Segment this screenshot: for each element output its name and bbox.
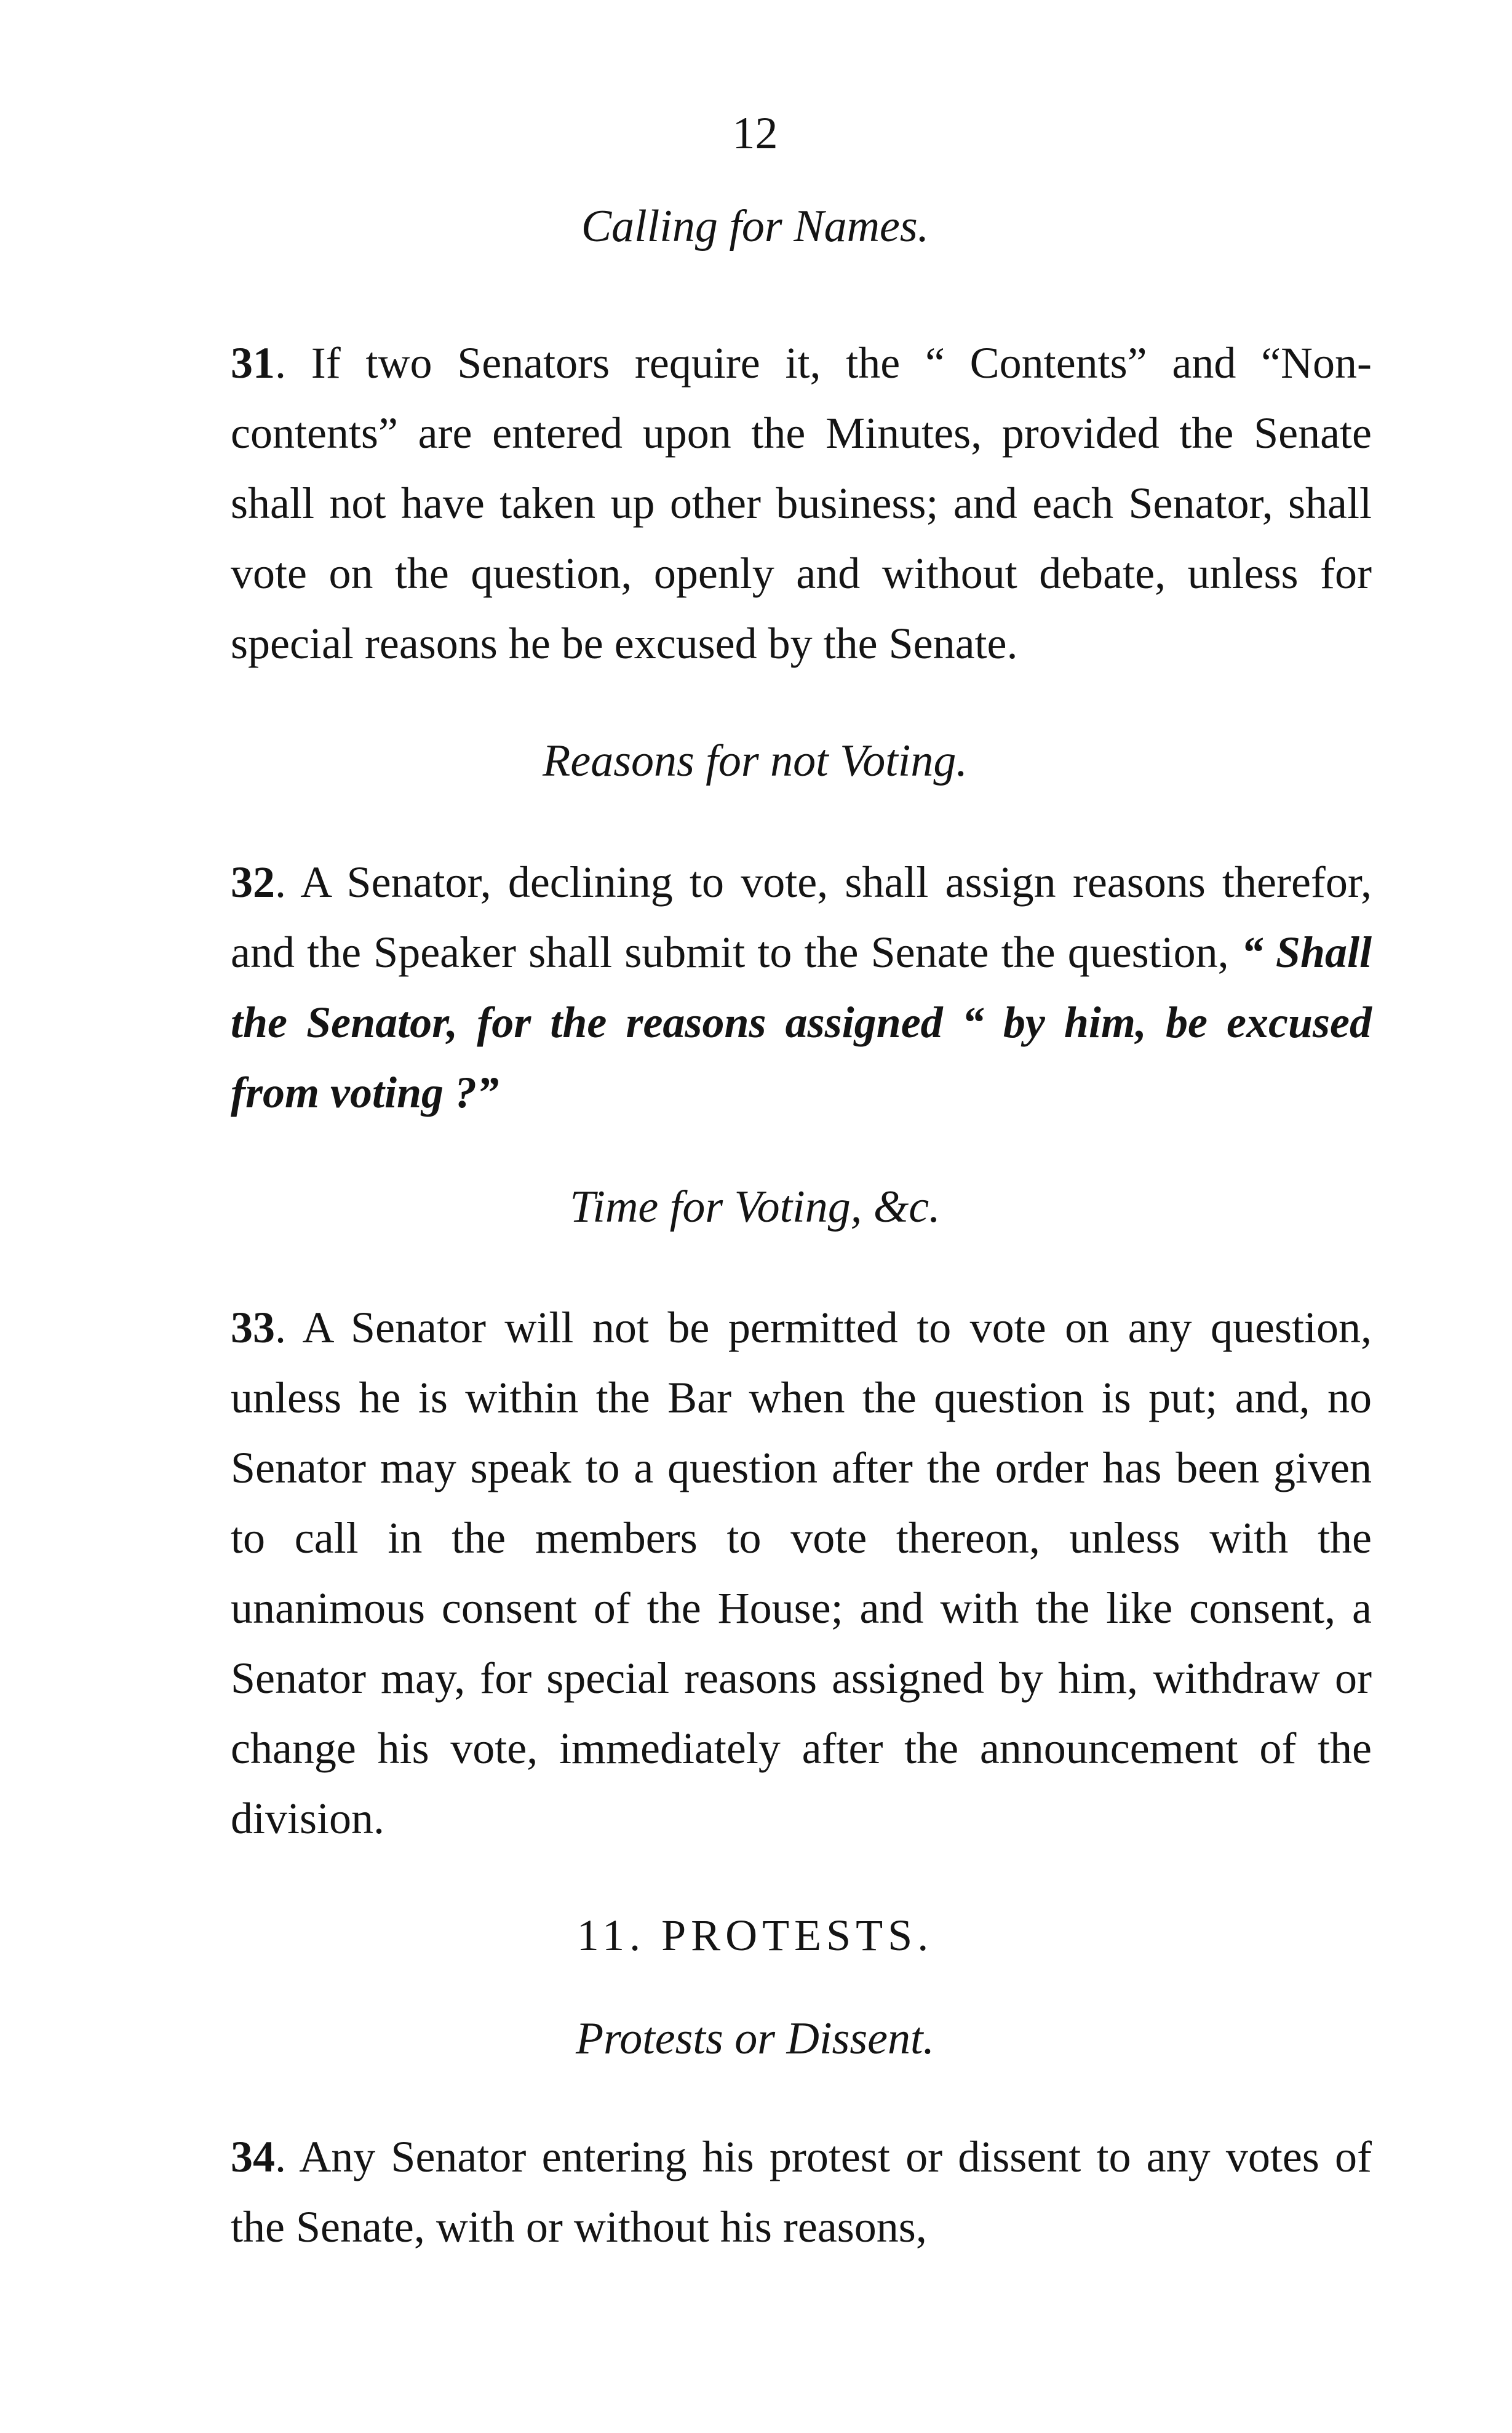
page-number: 12 [732, 108, 778, 159]
rule-text: A Senator will not be permitted to vote on any question, unless he is within the Bar when the question is put; and, no Senator may speak to a question after the order has been given to call in the members to vote thereon, unless with the unanimous consent of the House; and with the like consent, a Senator may, for special reasons assigned by him, withdraw or change his vote, immediately after the announcement of the division. [231, 1303, 1372, 1844]
section-heading-protests-or-dissent: Protests or Dissent. [575, 2013, 935, 2064]
rule-32-paragraph: 32. A Senator, declining to vote, shall assign reasons therefor, and the Speaker shall submit to the Senate the question, “ Shall the Senator, for the reasons assigned “ by him, be excused from voting ?” [231, 857, 1372, 1117]
rule-31-paragraph: 31. If two Senators require it, the “ Contents” and “Non-contents” are entered upon the Minutes, provided the Senate shall not have taken up other business; and each Senator, shall vote on the question, openly and without debate, unless for special reasons he be excused by the Senate. [231, 338, 1372, 668]
rule-number: 31 [231, 338, 275, 388]
book-page [138, 108, 1372, 2262]
rule-text: Any Senator entering his protest or dissent to any votes of the Senate, with or without his reasons, [231, 2132, 1372, 2252]
rule-number: 32 [231, 857, 275, 907]
section-heading-time-for-voting: Time for Voting, &c. [570, 1181, 941, 1232]
rule-number: 33 [231, 1303, 275, 1353]
rule-34-paragraph: 34. Any Senator entering his protest or dissent to any votes of the Senate, with or without his reasons, [231, 2132, 1372, 2252]
rule-33-paragraph: 33. A Senator will not be permitted to vote on any question, unless he is within the Bar when the question is put; and, no Senator may speak to a question after the order has been given to call in the members to vote thereon, unless with the unanimous consent of the House; and with the like consent, a Senator may, for special reasons assigned by him, withdraw or change his vote, immediately after the announcement of the division. [231, 1303, 1372, 1844]
section-heading-calling-for-names: Calling for Names. [581, 201, 929, 252]
part-heading-protests: 11. PROTESTS. [576, 1911, 934, 1961]
rule-text: If two Senators require it, the “ Contents” and “Non-contents” are entered upon the Minutes, provided the Senate shall not have taken up other business; and each Senator, shall vote on the question, openly and without debate, unless for special reasons he be excused by the Senate. [231, 338, 1372, 668]
rule-number: 34 [231, 2132, 275, 2181]
section-heading-reasons-for-not-voting: Reasons for not Voting. [543, 735, 968, 786]
rule-text: A Senator, declining to vote, shall assign reasons therefor, and the Speaker shall submit to the Senate the question, [231, 857, 1372, 977]
rule-quote: “ Shall the Senator, for the reasons assigned “ by him, be excused from voting ?” [231, 927, 1372, 1117]
